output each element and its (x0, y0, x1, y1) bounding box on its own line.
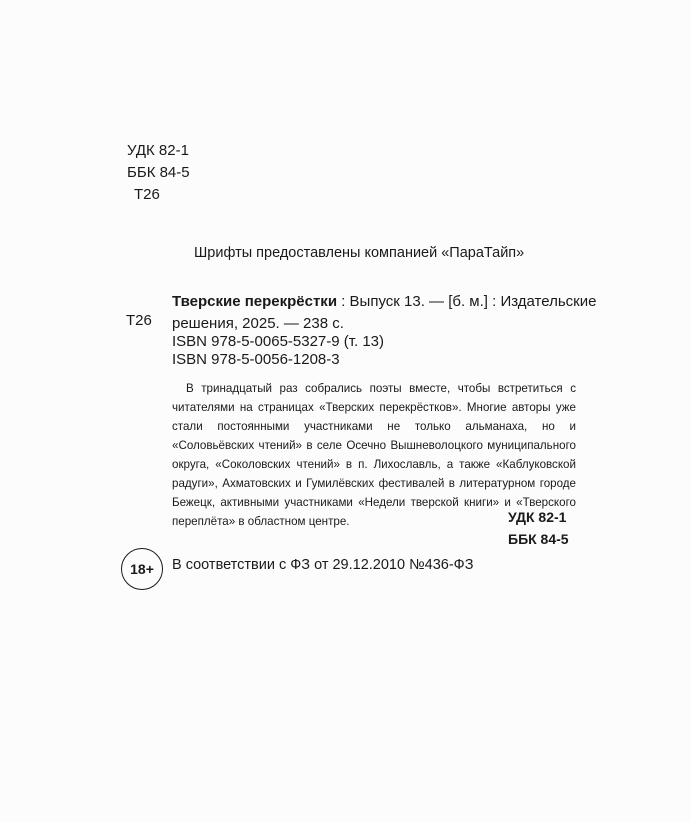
age-rating-law: В соответствии с ФЗ от 29.12.2010 №436-ФЗ (172, 557, 474, 573)
classification-bottom (508, 506, 569, 550)
font-credits: Шрифты предоставлены компанией «ПараТайп» (194, 245, 525, 261)
udk-code-top: УДК 82-1 (127, 142, 189, 159)
isbn-volume: ISBN 978-5-0065-5327-9 (т. 13) (172, 333, 384, 350)
isbn-series: ISBN 978-5-0056-1208-3 (172, 351, 340, 368)
book-title: Тверские перекрёстки (172, 293, 338, 310)
age-rating-label: 18+ (130, 561, 154, 577)
record-imprint: : Выпуск 13. — [б. м.] : Издательские (337, 293, 597, 310)
author-mark-top: Т26 (134, 186, 160, 203)
bbk-code-top: ББК 84-5 (127, 164, 190, 181)
age-rating-badge (121, 548, 163, 590)
record-publisher-line: решения, 2025. — 238 с. (172, 315, 344, 332)
udk-code-bottom: УДК 82-1 (508, 509, 567, 525)
author-mark-record: Т26 (126, 312, 152, 329)
annotation-text: В тринадцатый раз собрались поэты вместе, чтобы встретиться с читателями на страницах «Тверских перекрёстков». Многие авторы уже стали постоянными участниками не только альманаха, но и «Соловьёвских чтений» в селе Осечно Вышневолоцкого муниципального округа, «Соколовских чтений» в п. Лихославль, а также «Каблуковской радуги», Ахматовских и Гумилёвских фестивалей в литературном городе Бежецк, активными участниками «Недели тверской книги» и «Тверского переплёта» в областном центре. (172, 382, 576, 528)
bbk-code-bottom: ББК 84-5 (508, 531, 569, 547)
record-title-line (172, 291, 596, 313)
